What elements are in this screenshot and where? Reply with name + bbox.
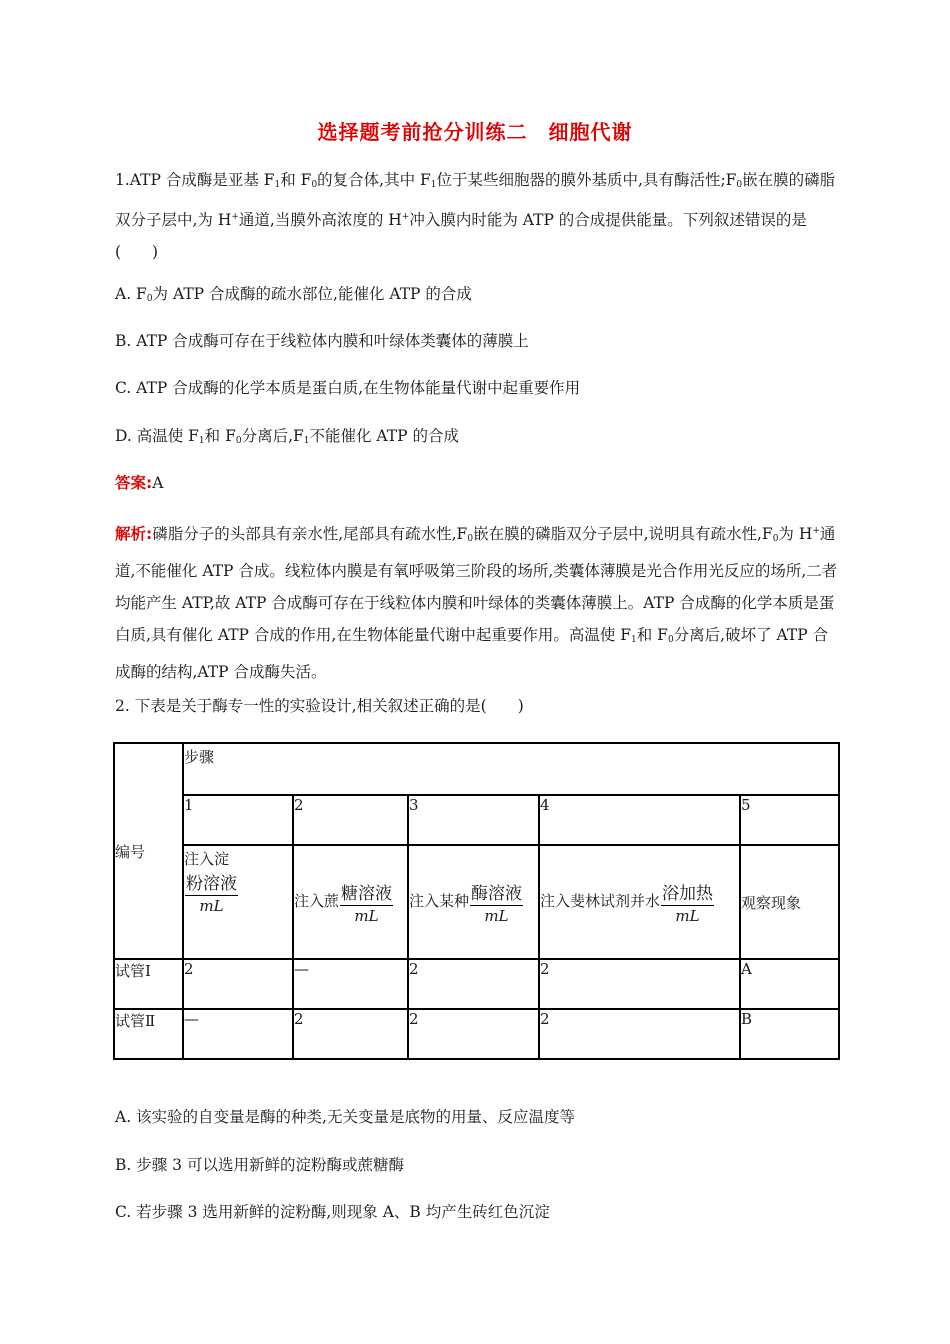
fraction-numerator: 酶溶液: [470, 879, 523, 906]
row-label: 试管Ⅱ: [114, 1009, 183, 1059]
superscript: +: [401, 212, 410, 222]
table-header-id: [114, 743, 183, 959]
table-cell: 2: [293, 1009, 408, 1059]
step-number-3: 3: [408, 795, 539, 845]
step-text: 注入斐林试剂并水: [540, 892, 661, 910]
table-cell: 2: [408, 959, 539, 1009]
fraction-denominator: mL: [675, 907, 700, 925]
step-text: 注入淀: [184, 850, 230, 868]
q2-option-c[interactable]: C. 若步骤 3 选用新鲜的淀粉酶,则现象 A、B 均产生砖红色沉淀: [115, 1203, 550, 1221]
q1-stem-text: 的复合体,其中 F: [317, 171, 431, 189]
q1-stem-text: 和 F: [280, 171, 312, 189]
q1-analysis: [115, 515, 840, 688]
fraction-denominator: mL: [484, 907, 509, 925]
fraction-denominator: mL: [354, 907, 379, 925]
subscript: 0: [467, 534, 474, 544]
analysis-label: 解析:: [115, 525, 153, 543]
subscript: 0: [736, 180, 743, 190]
subscript: 1: [631, 635, 637, 645]
q1-option-d[interactable]: [115, 424, 459, 446]
answer-value: A: [152, 474, 164, 492]
subscript: 0: [667, 635, 674, 645]
q2-option-b[interactable]: B. 步骤 3 可以选用新鲜的淀粉酶或蔗糖酶: [115, 1156, 404, 1174]
fraction: [470, 879, 523, 925]
table-cell: B: [740, 1009, 839, 1059]
step-5-desc: 观察现象: [740, 845, 839, 959]
option-text: D. 高温使 F: [115, 427, 199, 445]
q1-stem-text: 1.ATP 合成酶是亚基 F: [115, 171, 275, 189]
analysis-text: 嵌在膜的磷脂双分子层中,说明具有疏水性,F: [473, 525, 773, 543]
step-text: 注入某种: [409, 892, 470, 910]
table-cell: —: [183, 1009, 293, 1059]
option-text: 和 F: [204, 427, 236, 445]
step-3-desc: [408, 845, 539, 959]
step-text: 注入蔗: [294, 892, 340, 910]
q2-option-a[interactable]: A. 该实验的自变量是酶的种类,无关变量是底物的用量、反应温度等: [115, 1108, 575, 1126]
q1-stem-text: 通道,当膜外高浓度的 H: [238, 211, 402, 229]
subscript: 0: [311, 180, 318, 190]
table-cell: 2: [539, 1009, 740, 1059]
fraction: [340, 879, 393, 925]
fraction-numerator: 粉溶液: [185, 869, 238, 896]
analysis-text: 磷脂分子的头部具有亲水性,尾部具有疏水性,F: [152, 525, 468, 543]
subscript: 0: [772, 534, 779, 544]
q1-option-a[interactable]: [115, 282, 472, 304]
experiment-table: [113, 742, 840, 1060]
step-number-4: 4: [539, 795, 740, 845]
fraction-numerator: 浴加热: [661, 879, 714, 906]
step-1-desc: [183, 845, 293, 959]
table-row: [114, 959, 839, 1009]
fraction-numerator: 糖溶液: [340, 879, 393, 906]
q1-answer: [115, 471, 163, 493]
header-steps-text: 步骤: [184, 748, 215, 766]
table-header-steps: [183, 743, 839, 795]
step-number-5: 5: [740, 795, 839, 845]
table-cell: 2: [183, 959, 293, 1009]
q1-option-b[interactable]: B. ATP 合成酶可存在于线粒体内膜和叶绿体类囊体的薄膜上: [115, 332, 529, 350]
option-text: A. F: [115, 285, 147, 303]
table-cell: 2: [539, 959, 740, 1009]
table-cell: A: [740, 959, 839, 1009]
step-number-1: 1: [183, 795, 293, 845]
option-text: 不能催化 ATP 的合成: [309, 427, 459, 445]
row-label: 试管Ⅰ: [114, 959, 183, 1009]
table-cell: —: [293, 959, 408, 1009]
option-text: 分离后,F: [241, 427, 304, 445]
analysis-text: 分离后,破坏了 ATP 合成酶的结构,ATP 合成酶失活。: [115, 626, 829, 681]
q1-stem-text: 位于某些细胞器的膜外基质中,具有酶活性;F: [436, 171, 737, 189]
fraction-denominator: mL: [199, 897, 224, 915]
step-4-desc: [539, 845, 740, 959]
subscript: 1: [430, 180, 437, 190]
subscript: 1: [303, 436, 310, 446]
table-cell: 2: [408, 1009, 539, 1059]
fraction: [185, 869, 238, 915]
question-2-stem: 2. 下表是关于酶专一性的实验设计,相关叙述正确的是( ): [115, 697, 524, 715]
q1-stem-text: 冲入膜内时能为 ATP 的合成提供能量。下列叙述错误的是( ): [115, 211, 807, 261]
analysis-text: 和 F: [636, 626, 668, 644]
answer-label: 答案:: [115, 474, 153, 492]
step-2-desc: [293, 845, 408, 959]
analysis-text: 通道,不能催化 ATP 合成。线粒体内膜是有氧呼吸第三阶段的场所,类囊体薄膜是光合作用光反应的场所,二者均能产生 ATP,故 ATP 合成酶可存在于线粒体内膜和叶绿体的类囊体薄膜上。ATP 合成酶的化学本质是蛋白质,具有催化 ATP 合成的作用,在生物体能量代谢中起重要作用。高温使 F: [115, 525, 838, 644]
q1-option-c[interactable]: C. ATP 合成酶的化学本质是蛋白质,在生物体能量代谢中起重要作用: [115, 379, 581, 397]
question-1-stem: [115, 164, 840, 268]
analysis-text: 为 H: [778, 525, 813, 543]
subscript: 0: [146, 294, 153, 304]
fraction: [661, 879, 714, 925]
option-text: 为 ATP 合成酶的疏水部位,能催化 ATP 的合成: [152, 285, 472, 303]
q1-stem-text: 嵌在膜的磷脂双分子层中,为 H: [115, 171, 836, 229]
superscript: +: [812, 526, 820, 536]
table-row: [114, 1009, 839, 1059]
subscript: 1: [198, 436, 205, 446]
header-id-text: 编号: [115, 842, 146, 861]
step-number-2: 2: [293, 795, 408, 845]
page-title: 选择题考前抢分训练二 细胞代谢: [317, 120, 633, 144]
superscript: +: [231, 212, 239, 222]
subscript: 1: [274, 180, 281, 190]
subscript: 0: [235, 436, 242, 446]
